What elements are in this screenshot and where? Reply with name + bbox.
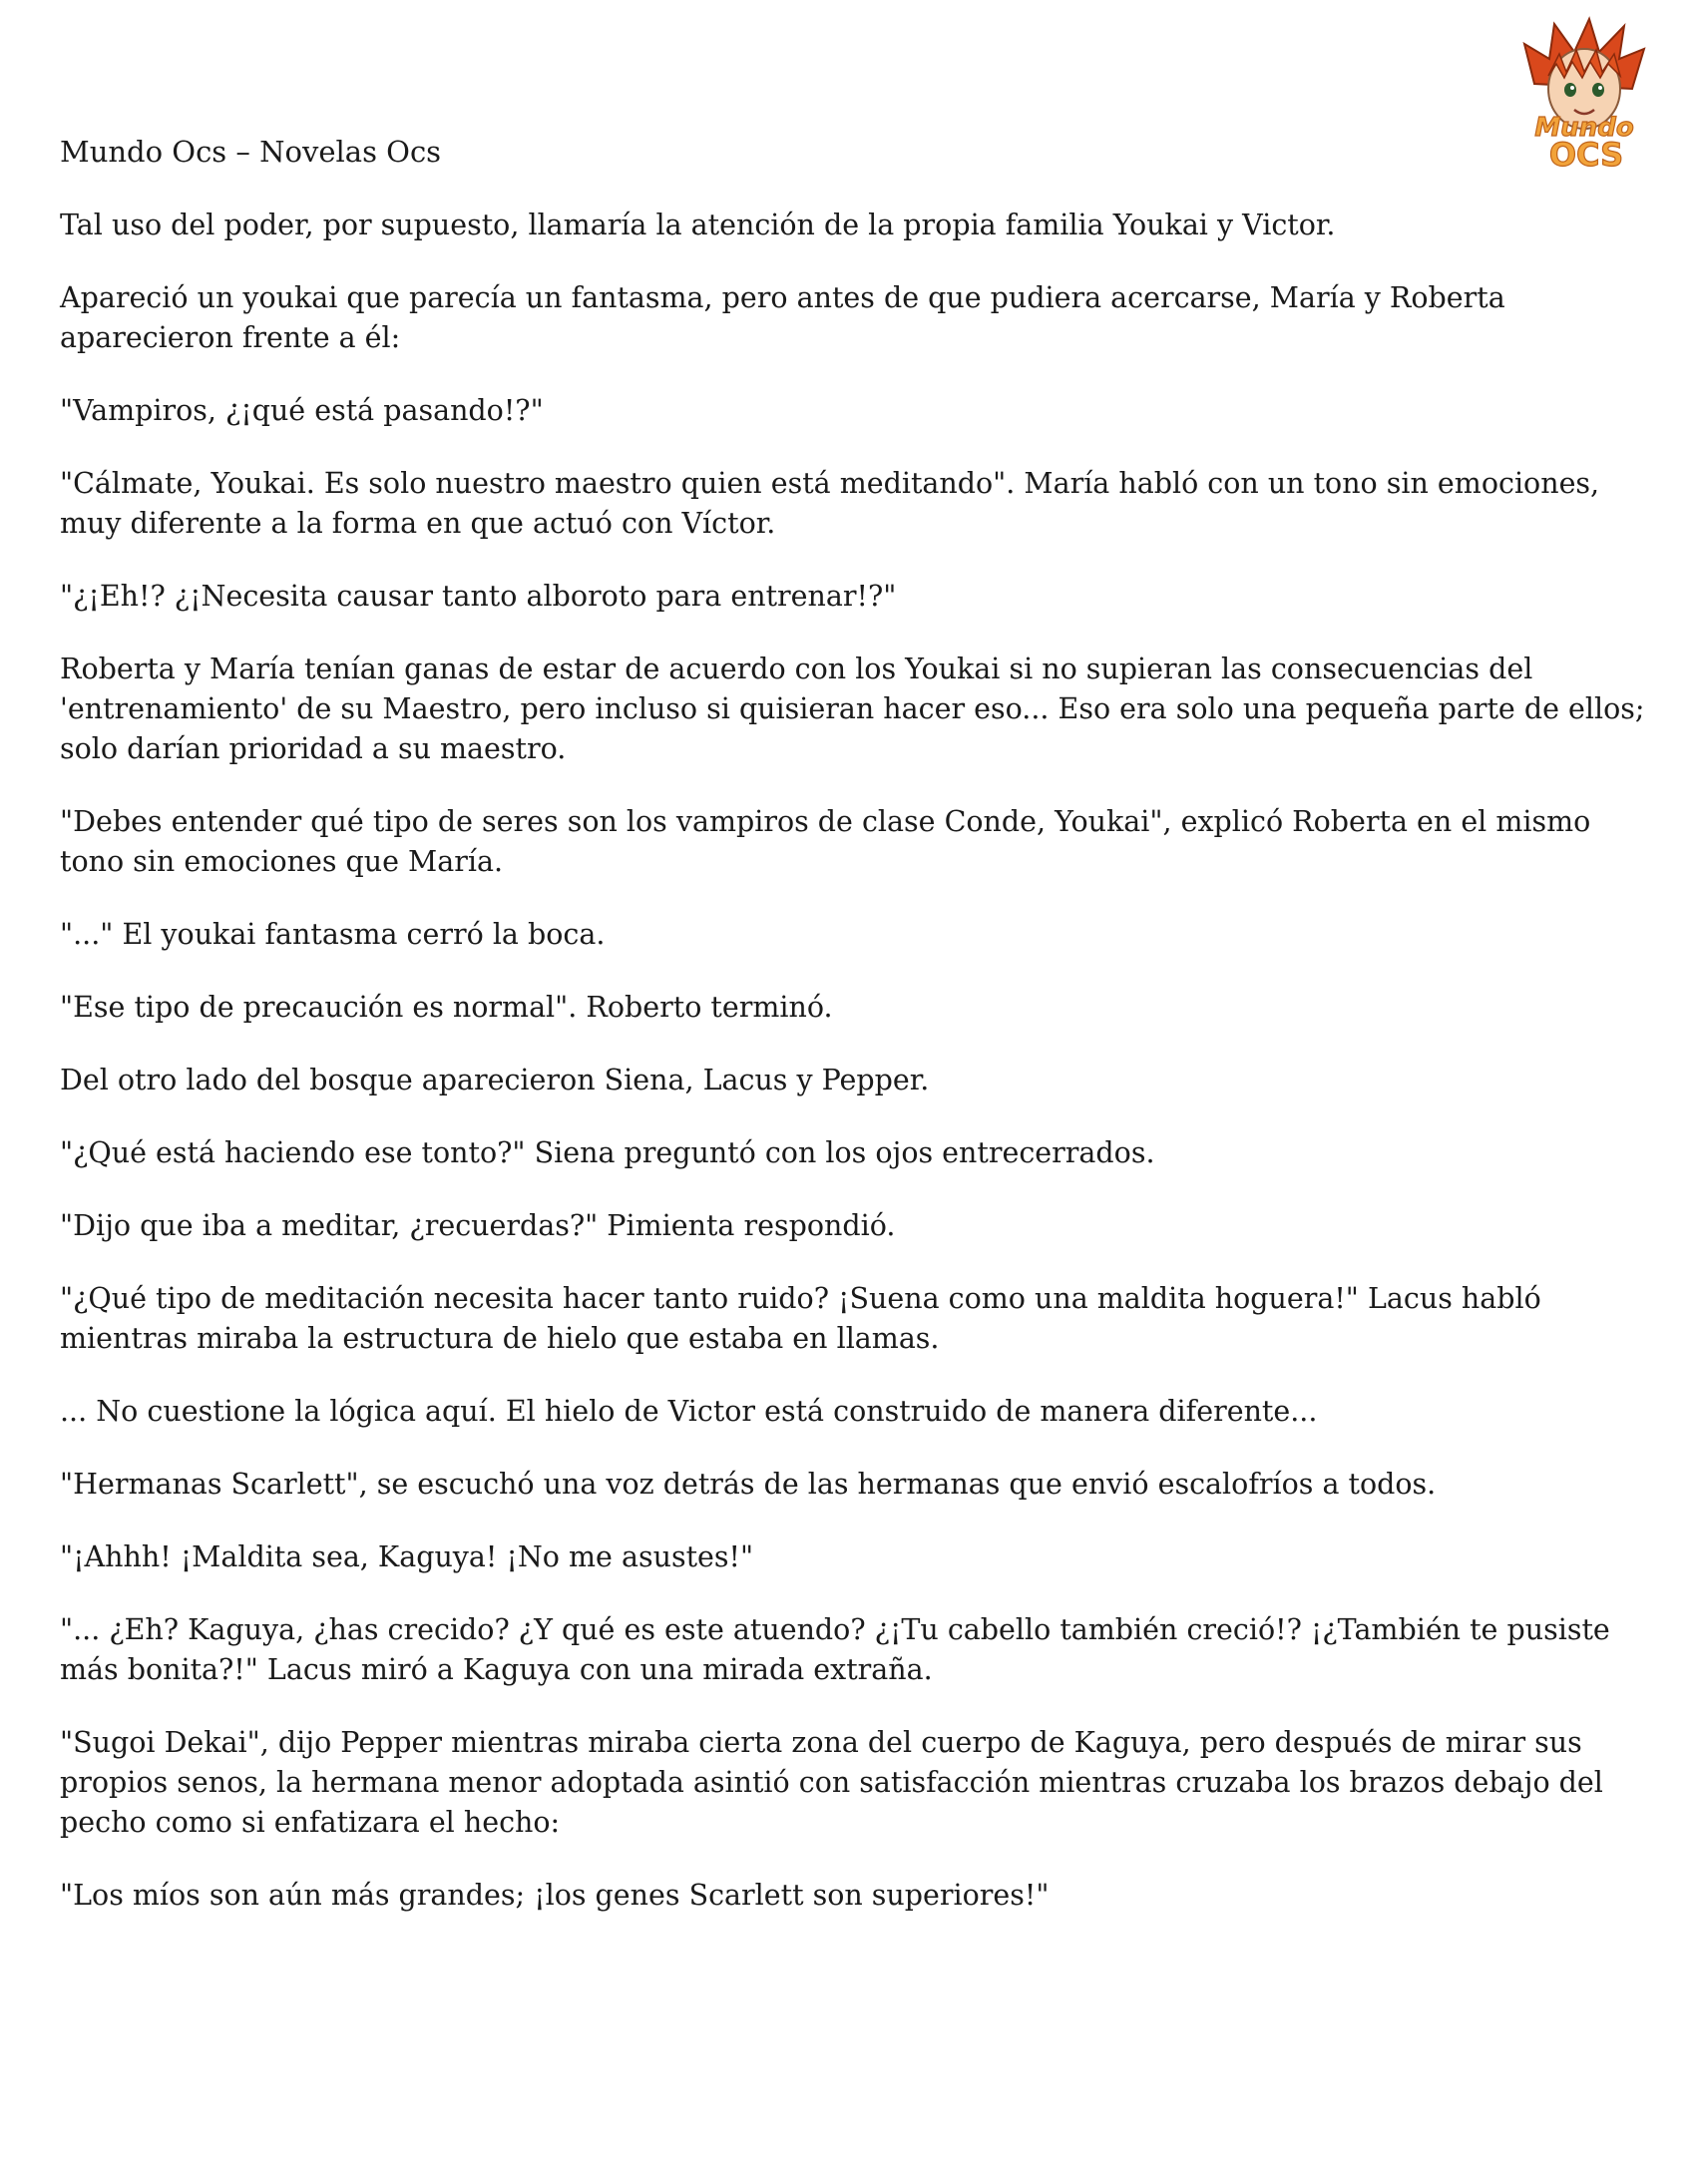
- paragraph: Del otro lado del bosque aparecieron Siena, Lacus y Pepper.: [60, 1064, 930, 1096]
- paragraph: "Dijo que iba a meditar, ¿recuerdas?" Pimienta respondió.: [60, 1209, 896, 1242]
- paragraph: Roberta y María tenían ganas de estar de acuerdo con los Youkai si no supieran las consecuencias del 'entrenamiento' de su Maestro, pero incluso si quisieran hacer eso... Eso era solo una pequeña parte de ellos; solo darían prioridad a su maestro.: [60, 653, 1645, 765]
- paragraph: "¡Ahhh! ¡Maldita sea, Kaguya! ¡No me asustes!": [60, 1540, 754, 1573]
- paragraph: Tal uso del poder, por supuesto, llamaría la atención de la propia familia Youkai y Victor.: [60, 209, 1336, 241]
- svg-text:OCS: OCS: [1548, 136, 1624, 174]
- paragraph: "Cálmate, Youkai. Es solo nuestro maestro quien está meditando". María habló con un tono sin emociones, muy diferente a la forma en que actuó con Víctor.: [60, 467, 1600, 540]
- paragraph: "Los míos son aún más grandes; ¡los genes Scarlett son superiores!": [60, 1879, 1050, 1912]
- paragraph: "Ese tipo de precaución es normal". Roberto terminó.: [60, 991, 833, 1024]
- paragraph: "¿¡Eh!? ¿¡Necesita causar tanto alboroto para entrenar!?": [60, 580, 897, 613]
- paragraph: "¿Qué está haciendo ese tonto?" Siena preguntó con los ojos entrecerrados.: [60, 1136, 1155, 1169]
- mundo-ocs-logo: [1504, 14, 1664, 174]
- paragraph: ... No cuestione la lógica aquí. El hielo de Victor está construido de manera diferente...: [60, 1395, 1318, 1428]
- paragraph: Apareció un youkai que parecía un fantasma, pero antes de que pudiera acercarse, María y Roberta aparecieron frente a él:: [60, 281, 1505, 354]
- paragraph: "Debes entender qué tipo de seres son los vampiros de clase Conde, Youkai", explicó Roberta en el mismo tono sin emociones que María.: [60, 805, 1591, 878]
- paragraph: "Sugoi Dekai", dijo Pepper mientras miraba cierta zona del cuerpo de Kaguya, pero después de mirar sus propios senos, la hermana menor adoptada asintió con satisfacción mientras cruzaba los brazos debajo del pecho como si enfatizara el hecho:: [60, 1726, 1603, 1839]
- mundo-ocs-logo-image: [1504, 14, 1664, 174]
- paragraph: "..." El youkai fantasma cerró la boca.: [60, 918, 606, 951]
- svg-text:Mundo: Mundo: [1534, 113, 1634, 143]
- paragraph: "¿Qué tipo de meditación necesita hacer tanto ruido? ¡Suena como una maldita hoguera!" Lacus habló mientras miraba la estructura de hielo que estaba en llamas.: [60, 1282, 1541, 1355]
- paragraph: "Vampiros, ¿¡qué está pasando!?": [60, 394, 544, 427]
- document-body: [60, 206, 1646, 1949]
- paragraph: "Hermanas Scarlett", se escuchó una voz detrás de las hermanas que envió escalofríos a todos.: [60, 1468, 1437, 1501]
- document-header: Mundo Ocs – Novelas Ocs: [60, 135, 442, 169]
- paragraph: "... ¿Eh? Kaguya, ¿has crecido? ¿Y qué es este atuendo? ¿¡Tu cabello también creció!? ¡¿También te pusiste más bonita?!" Lacus miró a Kaguya con una mirada extraña.: [60, 1613, 1610, 1686]
